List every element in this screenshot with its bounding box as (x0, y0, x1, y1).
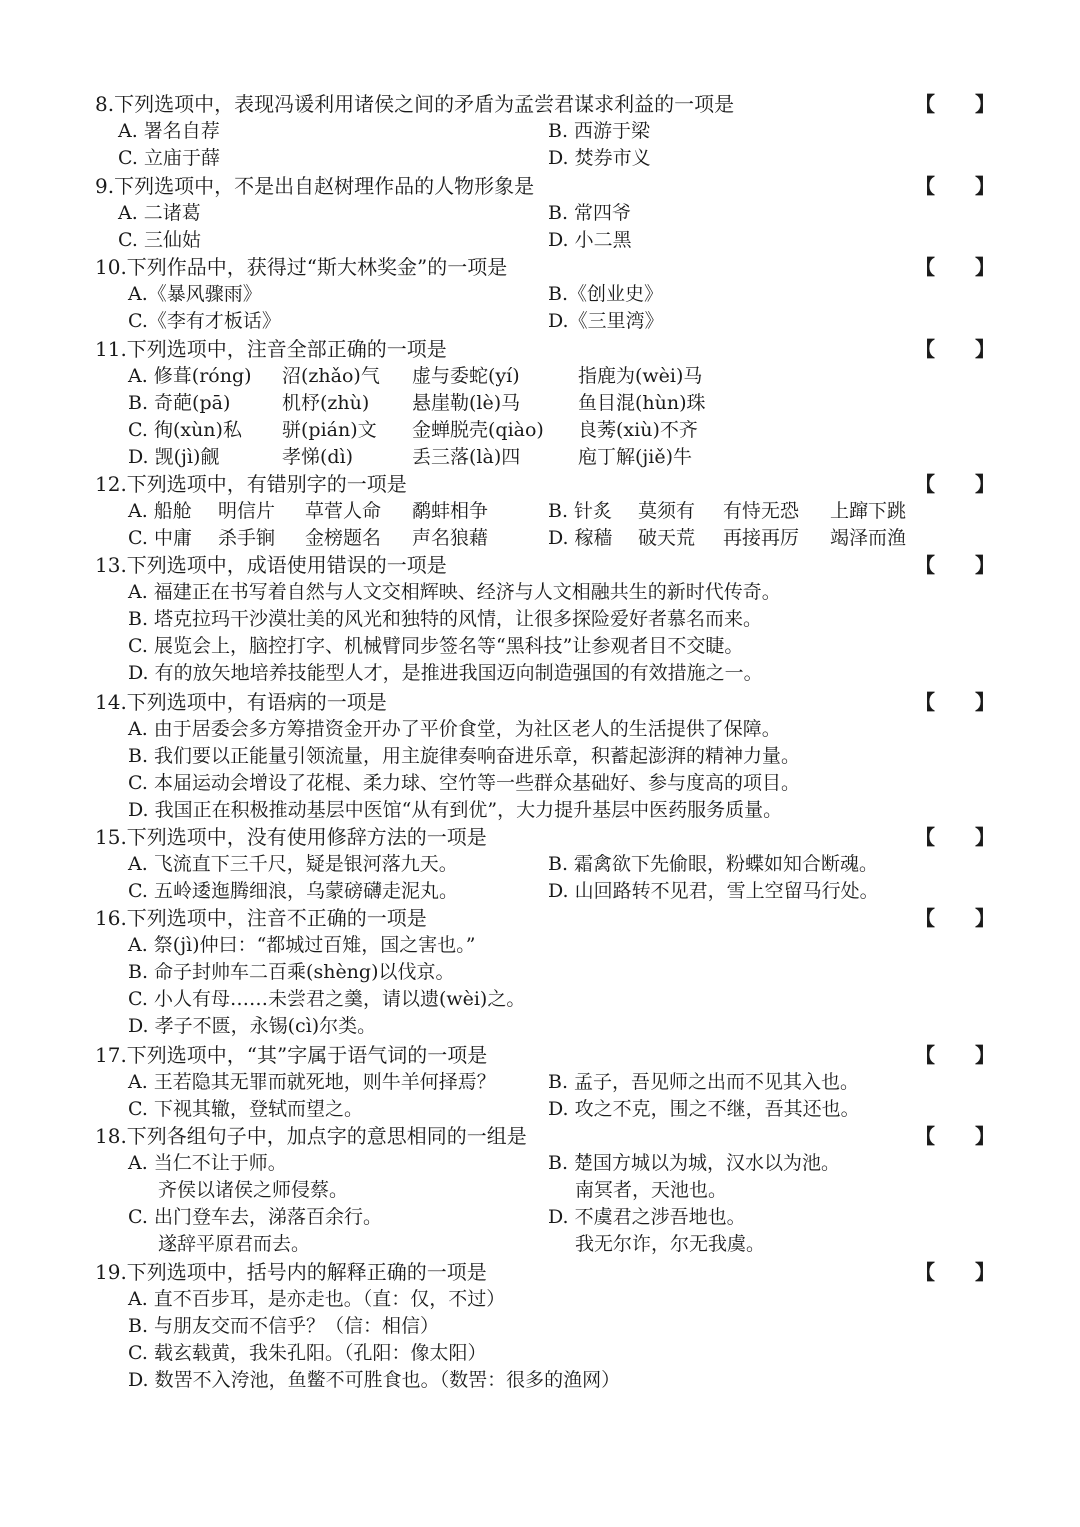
answer-bracket[interactable]: 【 】 (915, 825, 995, 849)
option-cell: 杀手锏 (218, 527, 276, 549)
option-b[interactable]: B. 塔克拉玛干沙漠壮美的风光和独特的风情，让很多探险爱好者慕名而来。 (128, 608, 763, 630)
option-cell: 明信片 (218, 500, 276, 522)
option-cell: 丢三落(là)四 (412, 446, 521, 468)
option-d[interactable]: D. 稼穑 (548, 527, 613, 549)
option-b[interactable]: B. 楚国方城以为城，汉水以为池。 (548, 1152, 841, 1174)
answer-bracket[interactable]: 【 】 (915, 337, 995, 361)
option-c[interactable]: C. 徇(xùn)私 (128, 419, 242, 441)
option-b[interactable]: B. 孟子，吾见师之出而不见其入也。 (548, 1071, 860, 1093)
option-b[interactable]: B. 与朋友交而不信乎？（信：相信） (128, 1315, 440, 1337)
option-cell: 破天荒 (638, 527, 696, 549)
option-cell: 沼(zhǎo)气 (282, 365, 380, 387)
option-a[interactable]: A. 直不百步耳，是亦走也。（直：仅，不过） (128, 1288, 506, 1310)
option-d[interactable]: D. 攻之不克，围之不继，吾其还也。 (548, 1098, 860, 1120)
answer-bracket[interactable]: 【 】 (915, 906, 995, 930)
question-stem: 16.下列选项中，注音不正确的一项是 (95, 906, 427, 930)
answer-bracket[interactable]: 【 】 (915, 1043, 995, 1067)
option-d[interactable]: D. 不虞君之涉吾地也。 (548, 1206, 746, 1228)
option-cell: 再接再厉 (723, 527, 800, 549)
answer-bracket[interactable]: 【 】 (915, 92, 995, 116)
option-cell: 悬崖勒(lè)马 (412, 392, 521, 414)
option-c[interactable]: C. 小人有母……未尝君之羹，请以遗(wèi)之。 (128, 988, 526, 1010)
option-cell: 良莠(xiù)不齐 (578, 419, 698, 441)
option-c[interactable]: C. 出门登车去，涕落百余行。 (128, 1206, 382, 1228)
option-d[interactable]: D. 小二黑 (548, 229, 632, 251)
option-a[interactable]: A.《暴风骤雨》 (128, 283, 262, 305)
question-stem: 15.下列选项中，没有使用修辞方法的一项是 (95, 825, 487, 849)
question-stem: 18.下列各组句子中，加点字的意思相同的一组是 (95, 1124, 527, 1148)
question-stem: 11.下列选项中，注音全部正确的一项是 (95, 337, 447, 361)
answer-bracket[interactable]: 【 】 (915, 553, 995, 577)
option-b-second-sentence: 南冥者，天池也。 (575, 1179, 728, 1201)
option-a[interactable]: A. 福建正在书写着自然与人文交相辉映、经济与人文相融共生的新时代传奇。 (128, 581, 781, 603)
option-c[interactable]: C. 中庸 (128, 527, 192, 549)
option-a[interactable]: A. 飞流直下三千尺，疑是银河落九天。 (128, 853, 458, 875)
option-b[interactable]: B.《创业史》 (548, 283, 664, 305)
answer-bracket[interactable]: 【 】 (915, 472, 995, 496)
option-d[interactable]: D. 数罟不入洿池，鱼鳖不可胜食也。（数罟：很多的渔网） (128, 1369, 621, 1391)
option-cell: 金榜题名 (305, 527, 382, 549)
question-stem: 13.下列选项中，成语使用错误的一项是 (95, 553, 447, 577)
option-cell: 上蹿下跳 (830, 500, 907, 522)
option-c[interactable]: C. 下视其辙，登轼而望之。 (128, 1098, 363, 1120)
option-cell: 虚与委蛇(yí) (412, 365, 520, 387)
option-b[interactable]: B. 针炙 (548, 500, 613, 522)
option-d[interactable]: D.《三里湾》 (548, 310, 664, 332)
answer-bracket[interactable]: 【 】 (915, 690, 995, 714)
question-stem: 10.下列作品中，获得过“斯大林奖金”的一项是 (95, 255, 508, 279)
option-a[interactable]: A. 由于居委会多方筹措资金开办了平价食堂，为社区老人的生活提供了保障。 (128, 718, 781, 740)
option-a[interactable]: A. 二诸葛 (118, 202, 201, 224)
option-cell: 有恃无恐 (723, 500, 800, 522)
option-c[interactable]: C. 载玄载黄，我朱孔阳。（孔阳：像太阳） (128, 1342, 487, 1364)
answer-bracket[interactable]: 【 】 (915, 1260, 995, 1284)
option-cell: 机杼(zhù) (282, 392, 370, 414)
option-d[interactable]: D. 孝子不匮，永锡(cì)尔类。 (128, 1015, 377, 1037)
option-c-second-sentence: 遂辞平原君而去。 (158, 1233, 311, 1255)
option-b[interactable]: B. 西游于梁 (548, 120, 651, 142)
option-cell: 鱼目混(hùn)珠 (578, 392, 706, 414)
option-d-second-sentence: 我无尔诈，尔无我虞。 (575, 1233, 766, 1255)
option-d[interactable]: D. 我国正在积极推动基层中医馆“从有到优”，大力提升基层中医药服务质量。 (128, 799, 783, 821)
option-cell: 莫须有 (638, 500, 696, 522)
question-stem: 12.下列选项中，有错别字的一项是 (95, 472, 407, 496)
option-cell: 草菅人命 (305, 500, 382, 522)
option-d[interactable]: D. 焚券市义 (548, 147, 651, 169)
option-cell: 骈(pián)文 (282, 419, 377, 441)
option-cell: 金蝉脱壳(qiào) (412, 419, 544, 441)
answer-bracket[interactable]: 【 】 (915, 255, 995, 279)
question-stem: 19.下列选项中，括号内的解释正确的一项是 (95, 1260, 487, 1284)
option-d[interactable]: D. 觊(jì)觎 (128, 446, 220, 468)
question-stem: 17.下列选项中，“其”字属于语气词的一项是 (95, 1043, 488, 1067)
option-b[interactable]: B. 奇葩(pā) (128, 392, 231, 414)
option-b[interactable]: B. 命子封帅车二百乘(shèng)以伐京。 (128, 961, 455, 983)
option-a-second-sentence: 齐侯以诸侯之师侵蔡。 (158, 1179, 349, 1201)
option-a[interactable]: A. 当仁不让于师。 (128, 1152, 287, 1174)
question-stem: 9.下列选项中，不是出自赵树理作品的人物形象是 (95, 174, 535, 198)
option-c[interactable]: C. 三仙姑 (118, 229, 201, 251)
option-d[interactable]: D. 有的放矢地培养技能型人才，是推进我国迈向制造强国的有效措施之一。 (128, 662, 763, 684)
option-c[interactable]: C.《李有才板话》 (128, 310, 281, 332)
option-cell: 庖丁解(jiě)牛 (578, 446, 693, 468)
option-c[interactable]: C. 立庙于薛 (118, 147, 220, 169)
option-cell: 声名狼藉 (412, 527, 489, 549)
option-c[interactable]: C. 本届运动会增设了花棍、柔力球、空竹等一些群众基础好、参与度高的项目。 (128, 772, 800, 794)
option-cell: 鹬蚌相争 (412, 500, 489, 522)
question-stem: 8.下列选项中，表现冯谖利用诸侯之间的矛盾为孟尝君谋求利益的一项是 (95, 92, 735, 116)
option-cell: 指鹿为(wèi)马 (578, 365, 703, 387)
option-a[interactable]: A. 修葺(róng) (128, 365, 252, 387)
answer-bracket[interactable]: 【 】 (915, 1124, 995, 1148)
option-c[interactable]: C. 展览会上，脑控打字、机械臂同步签名等“黑科技”让参观者目不交睫。 (128, 635, 744, 657)
option-b[interactable]: B. 霜禽欲下先偷眼，粉蝶如知合断魂。 (548, 853, 879, 875)
option-d[interactable]: D. 山回路转不见君，雪上空留马行处。 (548, 880, 879, 902)
option-cell: 竭泽而渔 (830, 527, 907, 549)
option-c[interactable]: C. 五岭逶迤腾细浪，乌蒙磅礴走泥丸。 (128, 880, 458, 902)
option-a[interactable]: A. 船舱 (128, 500, 192, 522)
option-b[interactable]: B. 我们要以正能量引领流量，用主旋律奏响奋进乐章，积蓄起澎湃的精神力量。 (128, 745, 801, 767)
option-a[interactable]: A. 署名自荐 (118, 120, 220, 142)
option-b[interactable]: B. 常四爷 (548, 202, 632, 224)
answer-bracket[interactable]: 【 】 (915, 174, 995, 198)
question-stem: 14.下列选项中，有语病的一项是 (95, 690, 387, 714)
option-cell: 孝悌(dì) (282, 446, 354, 468)
option-a[interactable]: A. 王若隐其无罪而就死地，则牛羊何择焉？ (128, 1071, 496, 1093)
option-a[interactable]: A. 祭(jì)仲曰：“都城过百雉，国之害也。” (128, 934, 476, 956)
